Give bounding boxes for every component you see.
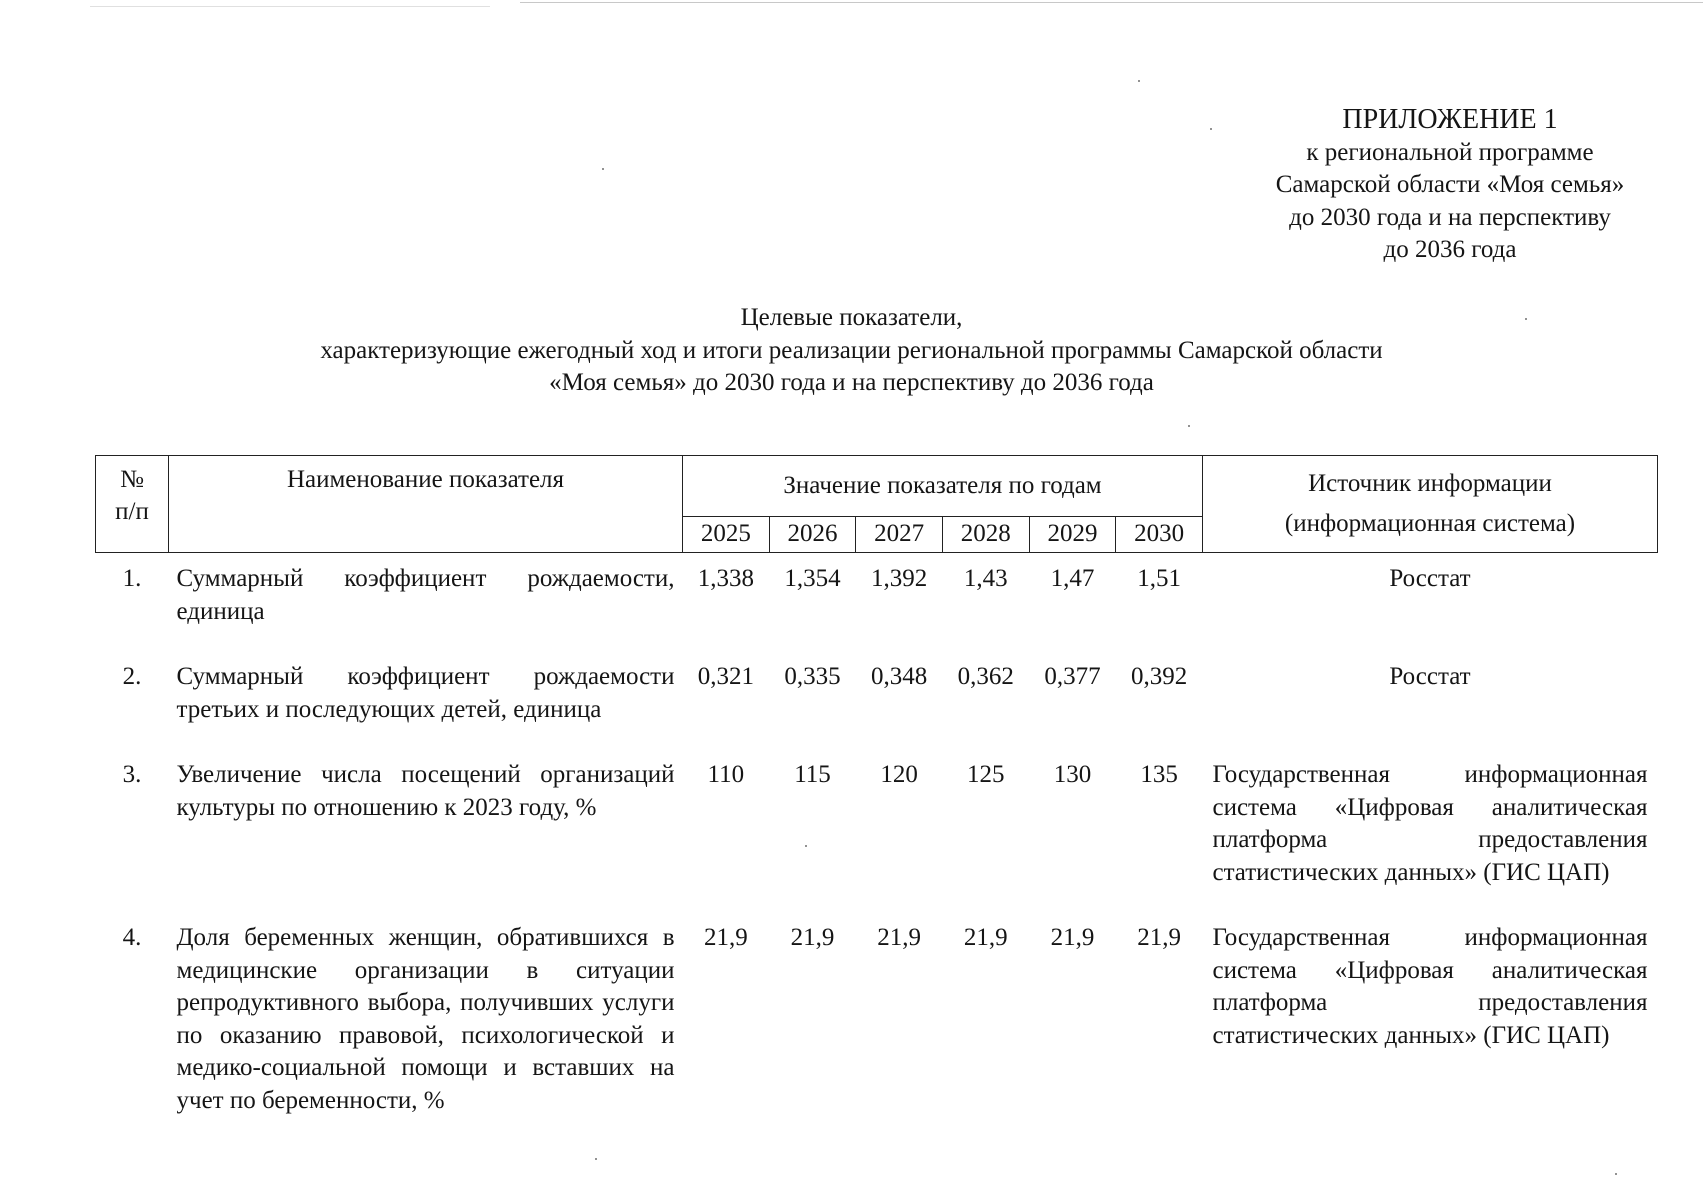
- indicator-name: Увеличение числа посещений организаций культуры по отношению к 2023 году, %: [176, 761, 675, 821]
- indicators-table: [95, 455, 1658, 1152]
- header-year: 2025: [683, 517, 770, 553]
- scan-edge-line: [520, 2, 1703, 3]
- row-number: 4.: [122, 924, 142, 951]
- indicator-source: Росстат: [1389, 565, 1471, 592]
- indicator-value: 0,362: [957, 663, 1014, 690]
- appendix-block: [1200, 104, 1700, 267]
- document-title: [0, 302, 1703, 400]
- table-row: [96, 553, 1658, 652]
- header-source-line: (информационная система): [1284, 510, 1576, 537]
- indicator-value: 0,335: [784, 663, 841, 690]
- header-year: 2026: [769, 517, 856, 553]
- indicator-value: 125: [967, 761, 1005, 788]
- table-row: [96, 912, 1658, 1152]
- indicator-value: 0,392: [1131, 663, 1188, 690]
- appendix-heading: ПРИЛОЖЕНИЕ 1: [1342, 104, 1558, 135]
- header-year: 2029: [1029, 517, 1116, 553]
- indicator-value: 21,9: [1050, 924, 1095, 951]
- indicator-value: 21,9: [703, 924, 748, 951]
- title-line: Целевые показатели,: [740, 304, 963, 331]
- indicator-value: 21,9: [963, 924, 1008, 951]
- table-header: [96, 456, 1658, 553]
- scan-speck: [1188, 425, 1190, 427]
- scan-speck: [1615, 1173, 1617, 1175]
- indicator-name: Суммарный коэффициент рождаемости, единица: [176, 565, 675, 625]
- indicator-value: 0,377: [1044, 663, 1101, 690]
- title-line: «Моя семья» до 2030 года и на перспективу до 2036 года: [549, 369, 1154, 396]
- table-row: [96, 749, 1658, 912]
- indicator-source: Государственная информационная система «Цифровая аналитическая платформа предоставления статистических данных» (ГИС ЦАП): [1212, 924, 1648, 1049]
- indicator-value: 120: [880, 761, 918, 788]
- indicator-value: 21,9: [790, 924, 835, 951]
- scan-speck: [595, 1158, 597, 1160]
- header-year: 2028: [942, 517, 1029, 553]
- indicator-value: 0,348: [871, 663, 928, 690]
- header-indicator-name: Наименование показателя: [169, 456, 683, 553]
- indicator-value: 1,43: [963, 565, 1008, 592]
- appendix-line: Самарской области «Моя семья»: [1275, 171, 1625, 198]
- header-number: [96, 456, 169, 553]
- row-number: 3.: [122, 761, 142, 788]
- appendix-line: до 2036 года: [1383, 236, 1517, 263]
- indicator-name: Суммарный коэффициент рождаемости третьих и последующих детей, единица: [176, 663, 675, 723]
- header-number-line: №: [120, 466, 144, 493]
- indicator-value: 1,47: [1050, 565, 1095, 592]
- header-values-by-year: Значение показателя по годам: [683, 456, 1203, 517]
- indicator-name: Доля беременных женщин, обратившихся в медицинские организации в ситуации репродуктивного выбора, получивших услуги по оказанию правовой, психологической и медико-социальной помощи и вставших на учет по беременности, %: [176, 924, 675, 1114]
- header-number-line: п/п: [115, 498, 149, 525]
- header-year: 2027: [856, 517, 943, 553]
- indicator-value: 135: [1140, 761, 1178, 788]
- scan-edge-line: [90, 6, 490, 7]
- indicator-source: Государственная информационная система «Цифровая аналитическая платформа предоставления статистических данных» (ГИС ЦАП): [1212, 761, 1648, 886]
- row-number: 2.: [122, 663, 142, 690]
- indicator-value: 1,338: [697, 565, 754, 592]
- indicator-value: 110: [707, 761, 745, 788]
- indicator-value: 21,9: [877, 924, 922, 951]
- indicator-value: 1,51: [1137, 565, 1181, 592]
- header-source-line: Источник информации: [1308, 470, 1552, 497]
- scan-speck: [602, 168, 604, 170]
- title-line: характеризующие ежегодный ход и итоги реализации региональной программы Самарской области: [320, 336, 1383, 364]
- indicator-value: 115: [794, 761, 831, 788]
- row-number: 1.: [122, 565, 142, 592]
- indicator-value: 1,392: [871, 565, 928, 592]
- appendix-line: до 2030 года и на перспективу: [1289, 203, 1611, 231]
- indicator-value: 0,321: [697, 663, 754, 690]
- scan-speck: [1138, 80, 1140, 82]
- header-year: 2030: [1116, 517, 1203, 553]
- indicator-value: 130: [1053, 761, 1092, 788]
- indicator-source: Росстат: [1389, 663, 1471, 690]
- indicator-value: 1,354: [784, 565, 841, 592]
- table-row: [96, 651, 1658, 749]
- appendix-line: к региональной программе: [1306, 138, 1594, 166]
- header-source: [1202, 456, 1657, 553]
- indicator-value: 21,9: [1137, 924, 1181, 951]
